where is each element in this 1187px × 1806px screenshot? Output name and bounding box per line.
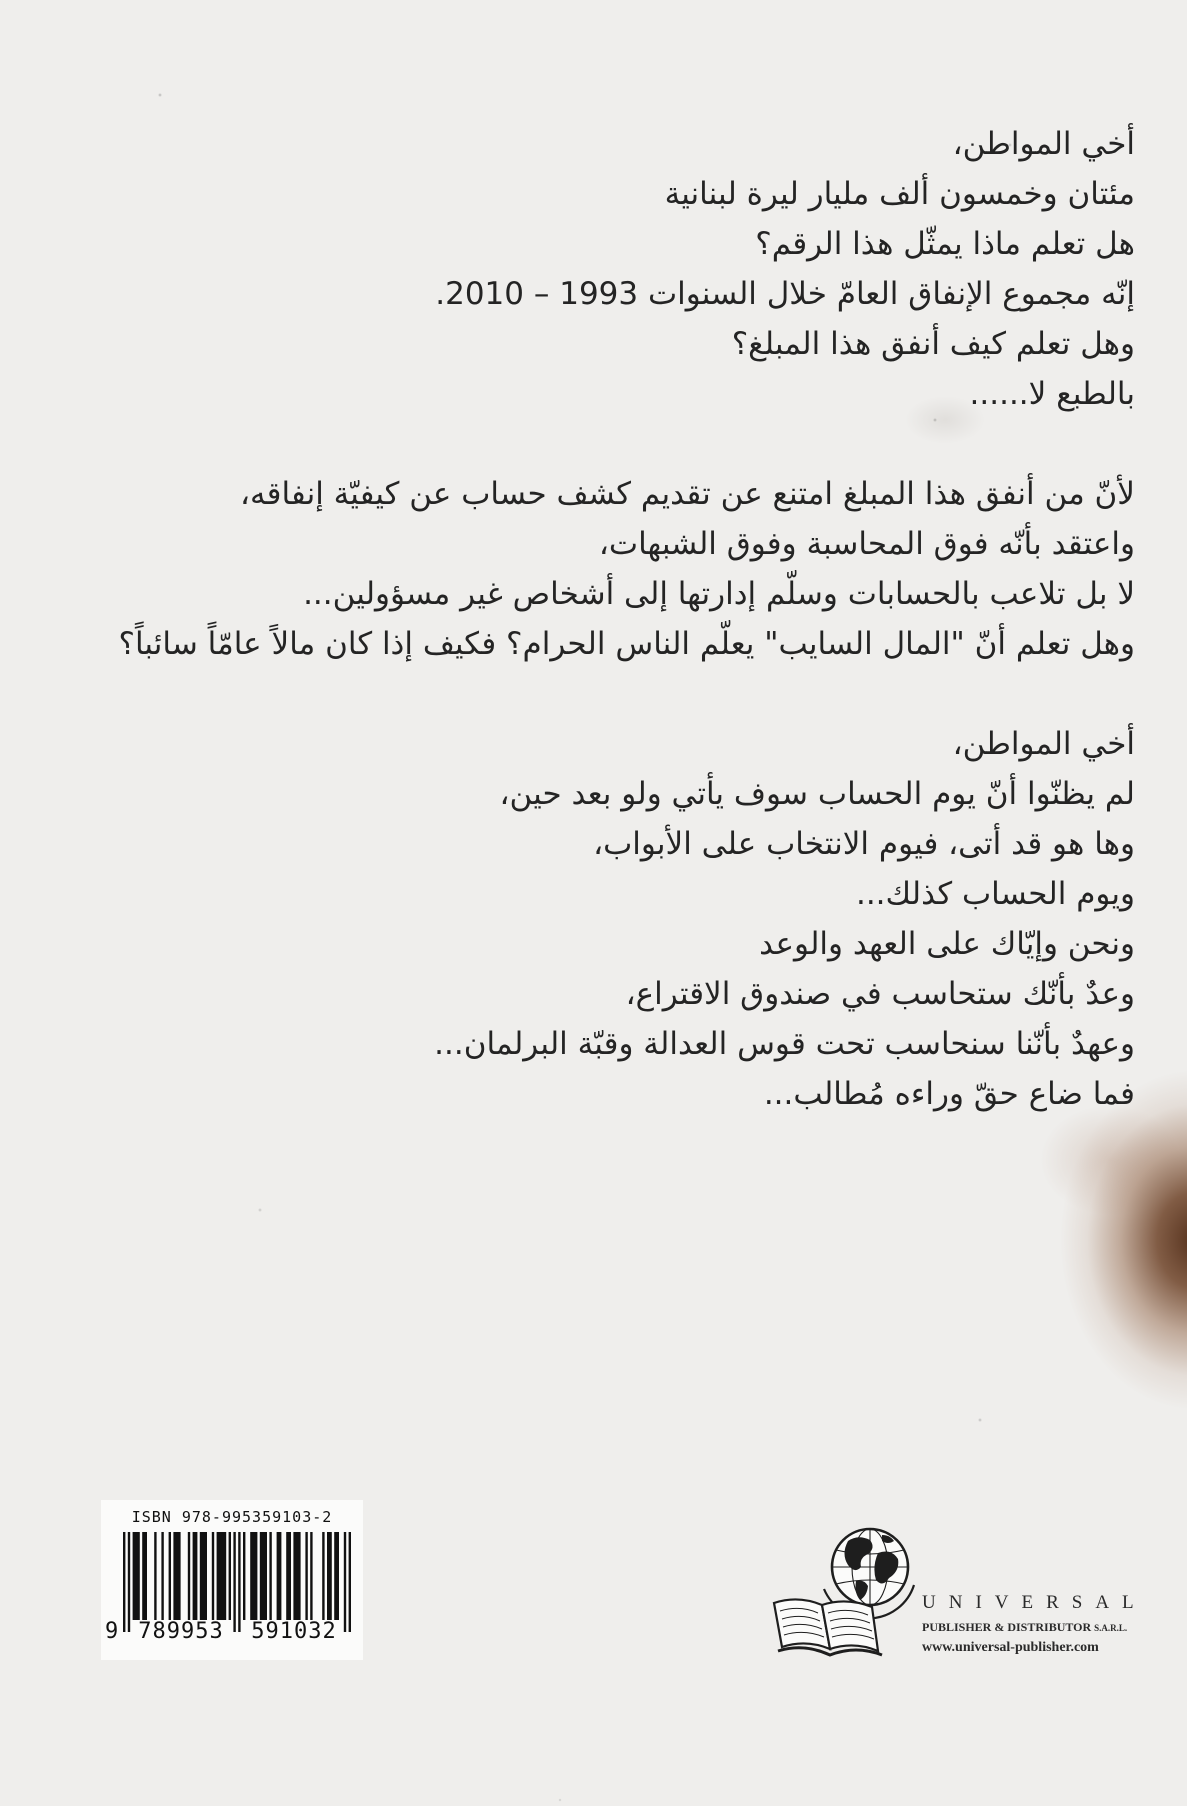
cover-text <box>40 119 1135 1169</box>
text-line-row <box>40 869 1135 919</box>
barcode-bar <box>305 1532 307 1620</box>
text-line-row <box>40 769 1135 819</box>
text-line-row <box>40 569 1135 619</box>
paragraph <box>40 719 1135 1119</box>
text-line: ويوم الحساب كذلك... <box>855 876 1135 912</box>
text-line-row <box>40 719 1135 769</box>
text-line-row <box>40 269 1135 319</box>
text-line: مئتان وخمسون ألف مليار ليرة لبنانية <box>664 176 1135 212</box>
barcode-bar <box>200 1532 207 1620</box>
text-line-row <box>40 619 1135 669</box>
barcode-bar <box>188 1532 190 1620</box>
text-line-row <box>40 919 1135 969</box>
text-line: هل تعلم ماذا يمثّل هذا الرقم؟ <box>755 226 1135 262</box>
paragraph <box>40 119 1135 419</box>
barcode-bar <box>133 1532 140 1620</box>
text-line-row <box>40 1019 1135 1069</box>
barcode-bar <box>277 1532 282 1620</box>
barcode-bar <box>142 1532 147 1620</box>
text-line: إنّه مجموع الإنفاق العامّ خلال السنوات 1993 – 2010. <box>435 276 1135 312</box>
barcode-bar <box>161 1532 163 1620</box>
text-line: لم يظنّوا أنّ يوم الحساب سوف يأتي ولو بعد حين، <box>499 776 1135 812</box>
open-book-icon <box>774 1599 882 1655</box>
text-line: فما ضاع حقّ وراءه مُطالب... <box>763 1076 1135 1112</box>
text-line: وهل تعلم كيف أنفق هذا المبلغ؟ <box>731 326 1135 362</box>
text-line-row <box>40 969 1135 1019</box>
barcode-bar <box>327 1532 332 1620</box>
barcode-digits-right: 591032 <box>251 1619 337 1644</box>
barcode-bar <box>154 1532 156 1620</box>
text-line: أخي المواطن، <box>952 726 1135 762</box>
barcode-guard-bar <box>349 1532 351 1632</box>
isbn-label: ISBN 978-995359103-2 <box>131 1508 333 1526</box>
text-line-row <box>40 369 1135 419</box>
text-line-row <box>40 469 1135 519</box>
barcode-guard-bar <box>123 1532 125 1632</box>
barcode-bar <box>212 1532 214 1620</box>
text-line-row <box>40 819 1135 869</box>
publisher-legal-suffix: S.A.R.L. <box>1094 1623 1128 1633</box>
barcode-bar <box>173 1532 180 1620</box>
text-line-row <box>40 519 1135 569</box>
text-line: بالطبع لا...... <box>969 376 1135 412</box>
text-line-row <box>40 119 1135 169</box>
barcode-digits-left: 789953 <box>138 1619 224 1644</box>
barcode-bar <box>250 1532 257 1620</box>
text-line: وهل تعلم أنّ "المال السايب" يعلّم الناس الحرام؟ فكيف إذا كان مالاً عامّاً سائباً؟ <box>118 626 1135 662</box>
barcode-bar <box>293 1532 300 1620</box>
isbn-barcode <box>101 1500 363 1660</box>
barcode-bar <box>310 1532 312 1620</box>
text-line: واعتقد بأنّه فوق المحاسبة وفوق الشبهات، <box>598 526 1135 562</box>
barcode-bar <box>286 1532 291 1620</box>
publisher-subtitle-main: PUBLISHER & DISTRIBUTOR <box>922 1620 1092 1634</box>
barcode-bar <box>269 1532 271 1620</box>
publisher-subtitle <box>922 1620 1127 1635</box>
text-line: ونحن وإيّاك على العهد والوعد <box>759 926 1135 962</box>
barcode-bar <box>193 1532 198 1620</box>
publisher-website: www.universal-publisher.com <box>922 1640 1099 1655</box>
barcode-guard-bar <box>233 1532 235 1632</box>
publisher-logo <box>768 1515 918 1660</box>
text-line: وعدٌ بأنّك ستحاسب في صندوق الاقتراع، <box>625 976 1135 1012</box>
barcode-bars <box>123 1532 351 1632</box>
text-line: لا بل تلاعب بالحسابات وسلّم إدارتها إلى أشخاص غير مسؤولين... <box>303 576 1135 612</box>
text-line-row <box>40 319 1135 369</box>
barcode-guard-bar <box>344 1532 346 1632</box>
barcode-bar <box>243 1532 245 1620</box>
text-line-row <box>40 169 1135 219</box>
text-line-row <box>40 1069 1135 1119</box>
paragraph <box>40 469 1135 669</box>
text-line: وها هو قد أتى، فيوم الانتخاب على الأبواب، <box>593 826 1135 862</box>
barcode-bar <box>217 1532 227 1620</box>
text-line: أخي المواطن، <box>952 126 1135 162</box>
publisher-name: UNIVERSAL <box>922 1592 1147 1613</box>
barcode-bar <box>334 1532 339 1620</box>
text-line: لأنّ من أنفق هذا المبلغ امتنع عن تقديم كشف حساب عن كيفيّة إنفاقه، <box>240 476 1135 512</box>
barcode-guard-bar <box>128 1532 130 1632</box>
barcode-digit-first: 9 <box>105 1619 119 1644</box>
text-line-row <box>40 219 1135 269</box>
barcode-guard-bar <box>238 1532 240 1632</box>
barcode-bar <box>169 1532 171 1620</box>
barcode-bar <box>229 1532 231 1620</box>
text-line: وعهدٌ بأنّنا سنحاسب تحت قوس العدالة وقبّة البرلمان... <box>434 1026 1135 1062</box>
barcode-bar <box>322 1532 324 1620</box>
barcode-bar <box>260 1532 267 1620</box>
